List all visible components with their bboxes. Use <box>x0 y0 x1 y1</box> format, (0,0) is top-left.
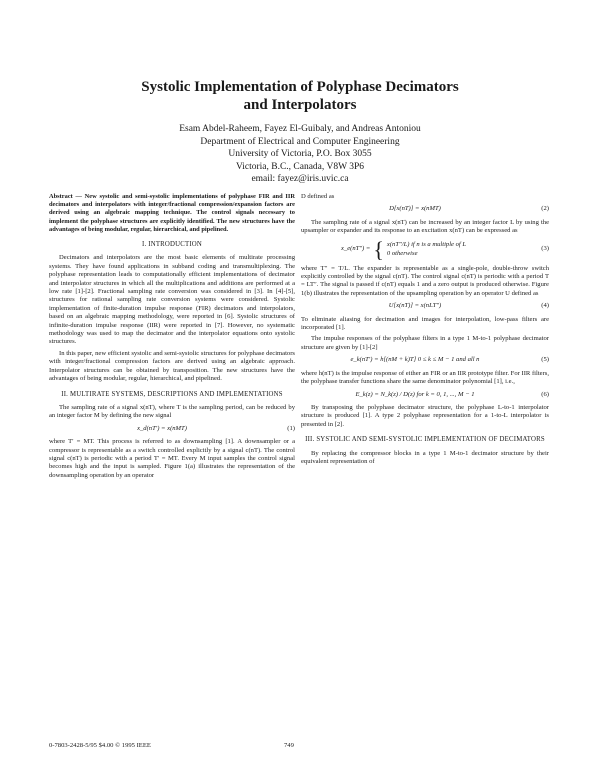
equation-1-number: (1) <box>287 424 295 432</box>
equation-3-number: (3) <box>541 245 549 253</box>
transposition-paragraph: By transposing the polyphase decimator structure, the polyphase L-to-1 interpolator structure is produced [1]. A type 2 polyphase representation for a 1-to-L interpolator is presented in [2]. <box>301 403 549 428</box>
left-brace: { <box>373 236 384 262</box>
multirate-paragraph-1: The sampling rate of a signal x(nT), where T is the sampling period, can be reduced by an integer factor M by defining the new signal <box>49 403 295 420</box>
equation-2 <box>301 205 549 213</box>
equation-1-expr: x_d(nT′) = x(nMT) <box>137 424 187 432</box>
equation-4 <box>301 302 549 310</box>
equation-3-case-2: 0 otherwise <box>386 249 418 257</box>
intro-paragraph-1: Decimators and interpolators are the most basic elements of multirate processing systems. They have found applications in subband coding and transmultiplexing. The polyphase representation leads to computationally efficient implementations of decimator and interpolator structures in which all the multiplications and additions are performed at a low rate [1]-[2]. Fractional sampling rate conversion was considered in [3]. In [4]-[5], structures for rational sampling rate conversion systems were considered. Systolic implementation of finite-duration impulse response (FIR) decimators and interpolators, based on an algebraic mapping methodology, were reported in [6]. Systolic structures of infinite-duration impulse response (IIR) were reported in [7]. However, no systematic methodology was used to map the decimator and the interpolator equations onto systolic structures. <box>49 254 295 346</box>
right-column <box>301 193 549 469</box>
equation-3-lhs: x_e(nT″) = <box>341 245 371 253</box>
intro-paragraph-2: In this paper, new efficient systolic and semi-systolic structures for polyphase decimators with integer/fractional compression factors are derived using an algebraic approach. Interpolator structures can be obtained by transposition. The new structures have the advantages of being modular, regular, hierarchical, and pipelined. <box>49 349 295 383</box>
iir-paragraph: where h(nT) is the impulse response of either an FIR or an IIR prototype filter. For IIR filters, the polyphase transfer functions share the same denominator polynomial [1], i.e., <box>301 369 549 386</box>
equation-6 <box>301 391 549 399</box>
equation-5-expr: e_k(nT′) = h[(nM + k)T] 0 ≤ k ≤ M − 1 and all n <box>350 356 480 364</box>
equation-4-expr: U[x(nT)] = x(nLT″) <box>388 302 442 310</box>
footer-copyright: 0-7803-2428-5/95 $4.00 © 1995 IEEE <box>49 742 151 749</box>
abstract: Abstract — New systolic and semi-systolic implementations of polyphase FIR and IIR decimators and interpolators with integer/fractional compression/expansion factors are derived using an algebraic mapping technique. The control signals necessary to implement the polyphase structures are explicitly identified. The new structures have the advantages of being modular, regular, hierarchical, and pipelined. <box>49 193 295 233</box>
author-university: University of Victoria, P.O. Box 3055 <box>228 149 372 159</box>
equation-1 <box>49 425 295 433</box>
section-heading-introduction: I. INTRODUCTION <box>141 241 202 249</box>
left-column <box>49 193 295 483</box>
title-line-1: Systolic Implementation of Polyphase Decimators <box>141 79 459 95</box>
multirate-paragraph-2: where T′ = MT. This process is referred to as downsampling [1]. A downsampler or a compressor is representable as a switch controlled explicitly by a signal c(nT). The control signal c(nT) is periodic with a period T′ = MT. Every M input samples the control signal becomes high and the input is sampled. Figure 1(a) illustrates the representation of the downsampling operation by an operator <box>49 438 295 479</box>
equation-4-number: (4) <box>541 302 549 310</box>
expander-paragraph: where T″ = T/L. The expander is representable as a single-pole, double-throw switch explicitly controlled by the signal c(nT). The control signal c(nT) is periodic with a period T = LT″. The signal is passed if c(nT) equals 1 and a zero output is produced otherwise. Figure 1(b) illustrates the representation of the upsampling operation by an operator U defined as <box>301 264 549 297</box>
upsampling-paragraph: The sampling rate of a signal x(nT) can be increased by an integer factor L by using the upsampler or expander and its response to an excitation x(nT) can be expressed as <box>301 218 549 235</box>
section-heading-multirate: II. MULTIRATE SYSTEMS, DESCRIPTIONS AND IMPLEMENTATIONS <box>61 390 283 398</box>
equation-2-number: (2) <box>541 205 549 213</box>
systolic-paragraph: By replacing the compressor blocks in a type 1 M-to-1 decimator structure by their equivalent representation of <box>301 449 549 465</box>
equation-5 <box>301 356 549 364</box>
author-email: email: fayez@iris.uvic.ca <box>251 174 349 184</box>
equation-3 <box>301 236 549 262</box>
author-city: Victoria, B.C., Canada, V8W 3P6 <box>235 161 365 172</box>
title-line-2: and Interpolators <box>243 97 357 113</box>
equation-3-case-1: x(nT″/L) if n is a multiple of L <box>386 241 467 249</box>
impulse-response-paragraph: The impulse responses of the polyphase filters in a type 1 M-to-1 polyphase decimator structure are given by [1]-[2] <box>301 335 549 351</box>
section-heading-systolic: III. SYSTOLIC AND SEMI-SYSTOLIC IMPLEMENTATION OF DECIMATORS <box>305 436 545 444</box>
author-department: Department of Electrical and Computer Engineering <box>200 136 400 147</box>
page-number: 749 <box>284 742 294 749</box>
defined-as-text: D defined as <box>301 193 335 200</box>
equation-6-number: (6) <box>541 390 549 398</box>
author-block <box>0 123 600 186</box>
equation-6-expr: E_k(z) = N_k(z) / D(z) for k = 0, 1, ..., M − 1 <box>355 390 475 398</box>
equation-2-expr: D[x(nT)] = x(nMT) <box>389 205 441 213</box>
aliasing-paragraph: To eliminate aliasing for decimation and images for interpolation, low-pass filters are incorporated [1]. <box>301 315 549 332</box>
author-names: Esam Abdel-Raheem, Fayez El-Guibaly, and Andreas Antoniou <box>179 124 421 134</box>
equation-5-number: (5) <box>541 356 549 364</box>
paper-title <box>0 78 600 114</box>
